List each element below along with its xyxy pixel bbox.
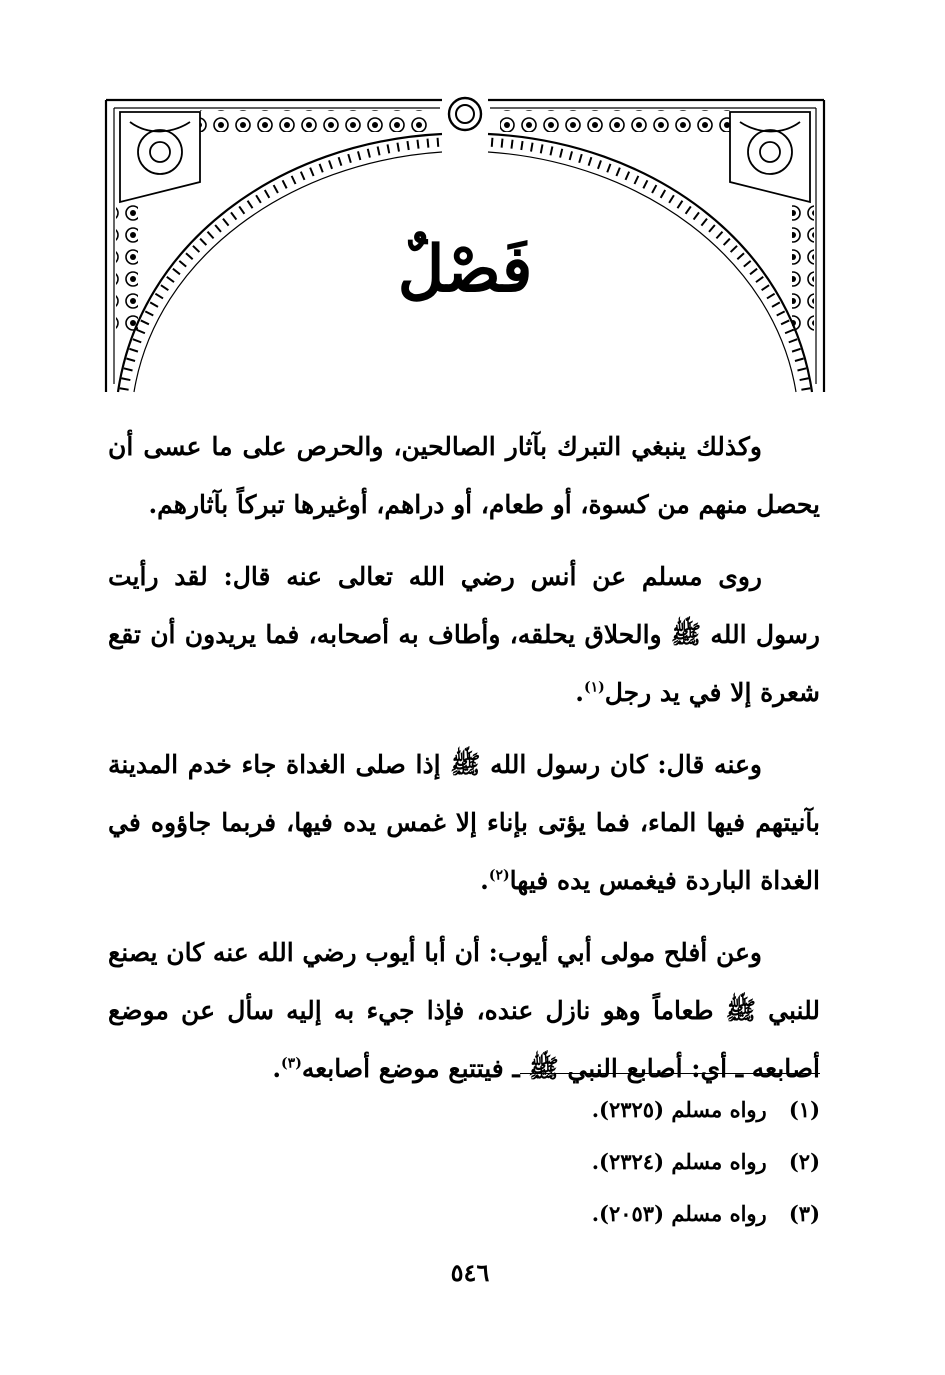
footnotes: [420, 1084, 820, 1240]
paragraph: وعن أفلح مولى أبي أيوب: أن أبا أيوب رضي الله عنه كان يصنع للنبي ﷺ طعاماً وهو نازل عنده، فإذا جيء به إليه سأل عن موضع أصابعه ـ أي: أصابع النبي ﷺ ـ فيتتبع موضع أصابعه$^{(٣)}$.: [108, 938, 820, 1083]
footnote-item: [420, 1084, 820, 1136]
footnote-number: (٣): [788, 1201, 820, 1226]
footnote-number: (٢): [788, 1149, 820, 1174]
chapter-title: فَصْلٌ: [397, 232, 533, 307]
main-text: [108, 418, 820, 1112]
footnote-ref[interactable]: (١): [583, 679, 605, 696]
page-number: ٥٤٦: [450, 1258, 490, 1287]
paragraph-text: وعن أفلح مولى أبي أيوب: أن أبا أيوب رضي الله عنه كان يصنع للنبي ﷺ طعاماً وهو نازل عنده، فإذا جيء به إليه سأل عن موضع أصابعه ـ أي: أصابع النبي ﷺ ـ فيتتبع موضع أصابعه: [108, 938, 820, 1083]
footnote-ref[interactable]: (٣): [281, 1055, 302, 1072]
paragraph: روى مسلم عن أنس رضي الله تعالى عنه قال: لقد رأيت رسول الله ﷺ والحلاق يحلقه، وأطاف به أصحابه، فما يريدون أن تقع شعرة إلا في يد رجل$^{(١)}$.: [108, 562, 820, 707]
footnote-item: [420, 1188, 820, 1240]
paragraph: وعنه قال: كان رسول الله ﷺ إذا صلى الغداة جاء خدم المدينة بآنيتهم فيها الماء، فما يؤتى بإناء إلا غمس يده فيها، فربما جاؤوه في الغداة الباردة فيغمس يده فيها$^{(٢)}$.: [108, 750, 820, 895]
footnote-text: رواه مسلم (٢٣٢٤).: [591, 1149, 767, 1174]
paragraph: [108, 418, 820, 534]
footnote-ref[interactable]: (٢): [488, 867, 510, 884]
paragraph-text: وعنه قال: كان رسول الله ﷺ إذا صلى الغداة جاء خدم المدينة بآنيتهم فيها الماء، فما يؤتى بإناء إلا غمس يده فيها، فربما جاؤوه في الغداة الباردة فيغمس يده فيها: [108, 750, 820, 895]
paragraph-text: روى مسلم عن أنس رضي الله تعالى عنه قال: لقد رأيت رسول الله ﷺ والحلاق يحلقه، وأطاف به أصحابه، فما يريدون أن تقع شعرة إلا في يد رجل: [108, 562, 820, 707]
footnote-number: (١): [788, 1097, 820, 1122]
footnote-item: [420, 1136, 820, 1188]
footnote-text: رواه مسلم (٢٠٥٣).: [591, 1201, 767, 1226]
paragraph-text: وكذلك ينبغي التبرك بآثار الصالحين، والحرص على ما عسى أن يحصل منهم من كسوة، أو طعام، أو دراهم، أوغيرها تبركاً بآثارهم.: [108, 432, 820, 519]
footnote-divider: [520, 1073, 820, 1074]
footnote-text: رواه مسلم (٢٣٢٥).: [591, 1097, 767, 1122]
